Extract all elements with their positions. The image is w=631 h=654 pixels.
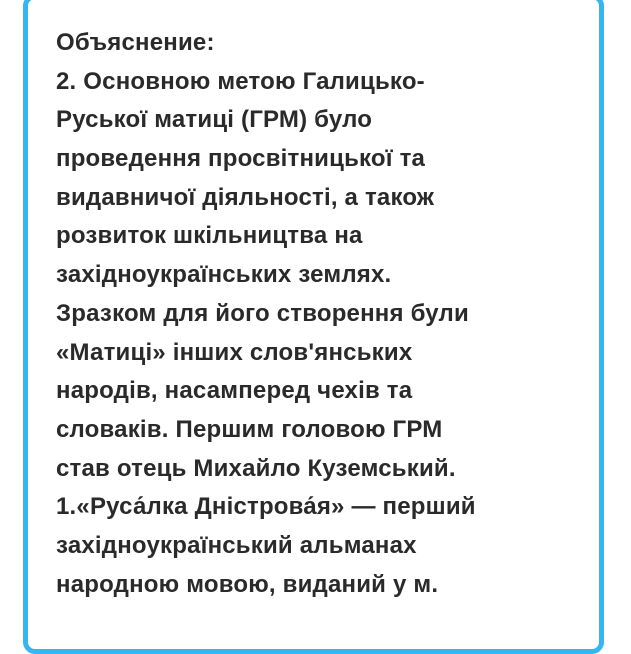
text-line: народною мовою, виданий у м. [56, 570, 439, 598]
text-line: став отець Михайло Куземський. [56, 454, 456, 482]
text-line: «Матиці» інших слов'янських [56, 338, 413, 366]
text-line: словаків. Першим головою ГРМ [56, 415, 443, 443]
text-line: західноукраїнський альманах [56, 531, 417, 559]
text-line: західноукраїнських землях. [56, 261, 392, 289]
text-line: проведення просвітницької та [56, 145, 426, 173]
explanation-heading: Объяснение: [56, 29, 215, 56]
text-line: 2. Основною метою Галицько- [56, 67, 425, 95]
text-line: розвиток шкільництва на [56, 222, 363, 250]
text-line: народів, насамперед чехів та [56, 377, 413, 405]
text-line: видавничої діяльності, а також [56, 183, 435, 211]
text-line: Руської матиці (ГРМ) було [56, 106, 373, 134]
text-line: Зразком для його створення були [56, 299, 469, 327]
explanation-text [56, 24, 616, 604]
text-line: 1.«Руса́лка Дністрова́я» — перший [56, 493, 476, 521]
